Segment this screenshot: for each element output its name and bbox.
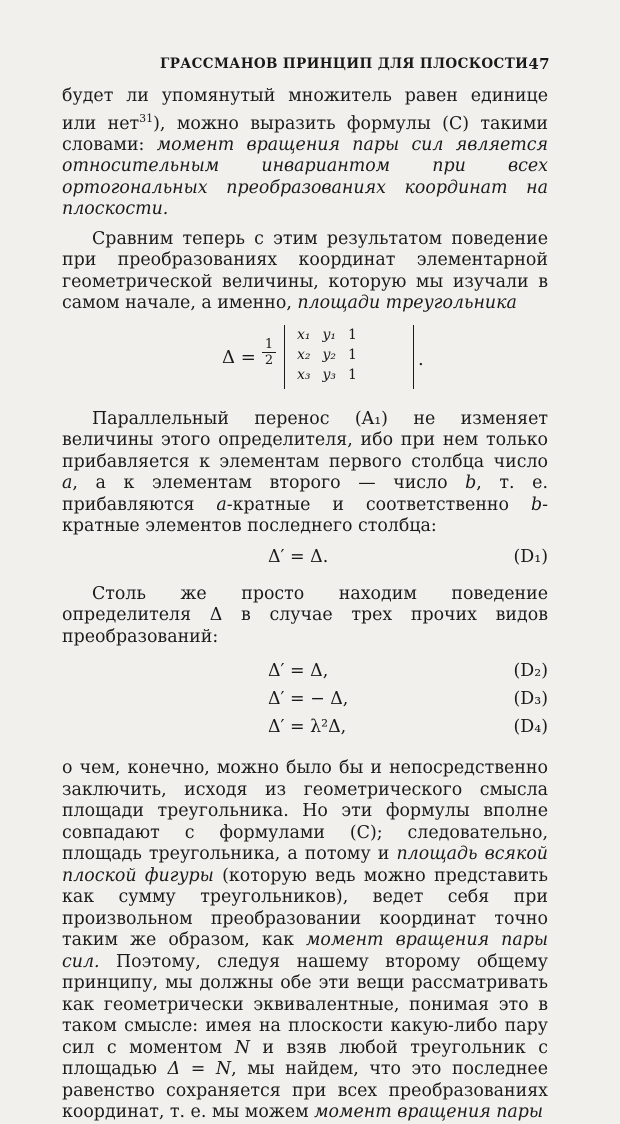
page-number: 47 (528, 55, 550, 73)
equation-tag: (D₁) (513, 546, 548, 567)
paragraph-1: будет ли упомянутый множитель равен единице или нет$^{31}$), можно выразить формулы (С) такими словами: момент вращения пары сил является относительным инвариантом при всех ортогональных преобразованиях координат на плоскости. (62, 86, 548, 220)
equation-d4: Δ′ = λ²Δ, (D₄) (268, 717, 548, 738)
determinant-matrix: x₁ y₁ 1 x₂ y₂ 1 x₃ y₃ 1 (297, 326, 357, 383)
fraction-one-half: $\frac{1}{2}$ (262, 337, 276, 369)
equation-tag: (D₄) (513, 717, 548, 738)
equation-block (62, 658, 548, 742)
determinant (284, 325, 414, 389)
paragraph-3: Параллельный перенос (A₁) не изменяет величины этого определителя, ибо при нем только прибавляется к элементам первого столбца число a, а к элементам второго — число b, т. е. прибавляются a-кратные и соответственно b-кратные элементов последнего столбца: (62, 408, 548, 537)
formula-lhs: Δ = (222, 346, 256, 368)
triangle-area-formula: Δ = $\frac{1}{2}$ x₁ y₁ 1 x₂ y₂ 1 x₃ y₃ 1 . (62, 323, 548, 395)
equation-d1: Δ′ = Δ. (D₁) (268, 546, 548, 567)
paragraph-5: о чем, конечно, можно было бы и непосредственно заключить, исходя из геометрического смысла площади треугольника. Но эти формулы вполне совпадают с формулами (С); следовательно, площадь треугольника, а потому и площадь всякой плоской фигуры (которую ведь можно представить как сумму треугольников), ведет себя при произвольном преобразовании координат точно таким же образом, как момент вращения пары сил. Поэтому, следуя нашему второму общему принципу, мы должны обе эти вещи рассматривать как геометрически эквивалентные, понимая это в таком смысле: имея на плоскости какую-либо пару сил с моментом N и взяв любой треугольник с площадью Δ = N, мы найдем, что это последнее равенство сохраняется при всех преобразованиях координат, т. е. мы можем момент вращения пары (62, 758, 548, 1123)
page-body (62, 86, 548, 1124)
footnote-ref: 31 (139, 111, 154, 125)
equation-tag: (D₂) (513, 661, 548, 682)
header-title: ГРАССМАНОВ ПРИНЦИП ДЛЯ ПЛОСКОСТИ (160, 56, 529, 72)
paragraph-2: Сравним теперь с этим результатом поведение при преобразованиях координат элементарной геометрической величины, которую мы изучали в самом начале, а именно, площади треугольника (62, 228, 548, 314)
equation-d3: Δ′ = − Δ, (D₃) (268, 689, 548, 710)
equation-tag: (D₃) (513, 689, 548, 710)
paragraph-4: Столь же просто находим поведение определителя Δ в случае трех прочих видов преобразований: (62, 583, 548, 647)
equation-d2: Δ′ = Δ, (D₂) (268, 661, 548, 682)
